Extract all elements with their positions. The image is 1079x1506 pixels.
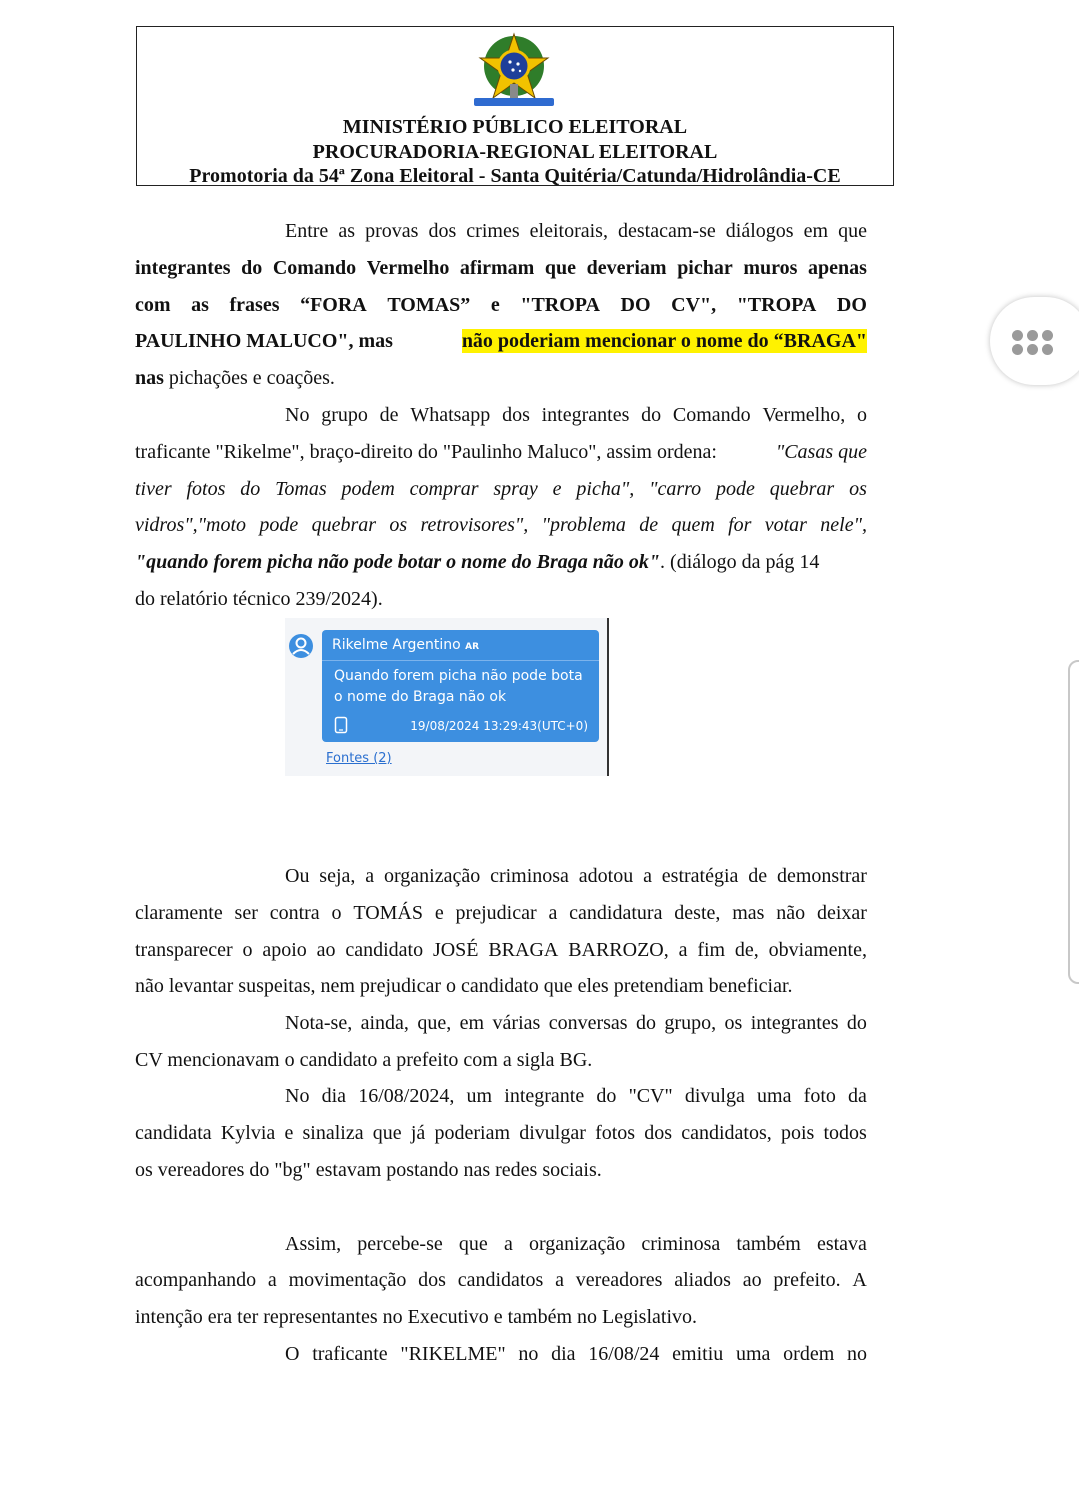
word: deixar <box>816 902 867 924</box>
word: dos <box>418 1269 446 1291</box>
word: Assim, <box>285 1233 342 1255</box>
word: em <box>459 1012 485 1034</box>
word: estava <box>816 1233 867 1255</box>
quoted-order: "quando forem picha não pode botar o nome do Braga não ok" <box>135 551 661 573</box>
para2-line5-rest: . (diálogo da pág 14 <box>660 551 820 573</box>
word: seja, <box>319 865 356 887</box>
avatar-icon <box>288 633 314 659</box>
word: retrovisores", <box>420 514 529 536</box>
para1-line2 <box>135 256 867 280</box>
word: não <box>776 902 806 924</box>
word: ainda, <box>360 1012 409 1034</box>
word: os <box>389 514 408 536</box>
word: pode <box>259 514 299 536</box>
word: CV", <box>671 294 717 316</box>
para3-line3 <box>135 938 867 962</box>
word: transparecer <box>135 939 233 961</box>
word: podem <box>341 478 395 500</box>
para2-line4 <box>135 513 867 537</box>
word: estratégia <box>661 865 739 887</box>
message-text-line2: o nome do Braga não ok <box>334 689 507 705</box>
para1-line5-bold: nas <box>135 367 164 389</box>
word: “FORA <box>300 294 367 316</box>
word: 16/08/2024, <box>358 1085 455 1107</box>
para4-line1 <box>135 1011 867 1035</box>
word: dos <box>428 220 457 242</box>
word: apoio <box>262 939 307 961</box>
word: TOMÁS <box>353 902 423 924</box>
sender-name <box>332 637 479 653</box>
word: fotos <box>186 478 226 500</box>
word: votar <box>764 514 807 536</box>
word: várias <box>492 1012 541 1034</box>
word: a <box>365 865 375 887</box>
word: a <box>548 902 558 924</box>
highlighted-text: não poderiam mencionar o nome do “BRAGA" <box>461 330 867 352</box>
word: prefeito. <box>773 1269 841 1291</box>
word: acompanhando <box>135 1269 257 1291</box>
word: No <box>285 1085 310 1107</box>
word: criminosa <box>490 865 569 887</box>
word: do <box>596 1085 617 1107</box>
scrollbar-handle[interactable] <box>1068 660 1079 984</box>
word: "carro <box>649 478 702 500</box>
word: candidatos, <box>681 1122 772 1144</box>
word: adotou <box>578 865 634 887</box>
message-timestamp: 19/08/2024 13:29:43(UTC+0) <box>410 719 588 733</box>
word: quebrar <box>769 478 835 500</box>
word: "RIKELME" <box>400 1343 506 1365</box>
word: a <box>267 1269 277 1291</box>
word: Ou <box>285 865 310 887</box>
para1-line3 <box>135 293 867 317</box>
word: que <box>458 1233 488 1255</box>
word: DO <box>836 294 867 316</box>
message-bubble <box>322 630 599 742</box>
word: for <box>728 514 752 536</box>
word: candidatos <box>457 1269 544 1291</box>
word: provas <box>365 220 419 242</box>
para3-line4: não levantar suspeitas, nem prejudicar o candidato que eles pretendiam beneficiar. <box>135 975 793 997</box>
word: as <box>338 220 356 242</box>
word: os <box>724 1012 743 1034</box>
word: do <box>846 1012 867 1034</box>
header-line-procuradoria: PROCURADORIA-REGIONAL ELEITORAL <box>312 141 718 163</box>
message-text <box>334 666 583 708</box>
word: prejudicar <box>455 902 537 924</box>
word: o <box>856 404 867 426</box>
para5-line1 <box>135 1084 867 1108</box>
word: fotos <box>595 1122 636 1144</box>
word: organização <box>383 865 481 887</box>
word: BARROZO, <box>568 939 669 961</box>
para5-line2 <box>135 1121 867 1145</box>
para2-line5 <box>135 550 867 574</box>
word: pichar <box>677 257 733 279</box>
dots-icon <box>1027 330 1038 341</box>
word: a <box>555 1269 564 1291</box>
word: destacam-se <box>618 220 716 242</box>
word: a <box>503 1233 513 1255</box>
para3-line2 <box>135 901 867 925</box>
word: claramente <box>135 902 223 924</box>
word: no <box>518 1343 539 1365</box>
word: e <box>434 902 444 924</box>
word: percebe-se <box>357 1233 443 1255</box>
word: e <box>284 1122 294 1144</box>
word: que <box>544 257 577 279</box>
word: apenas <box>808 257 867 279</box>
word: Whatsapp <box>410 404 491 426</box>
word: da <box>848 1085 867 1107</box>
message-text-line1: Quando forem picha não pode bota <box>334 668 583 684</box>
word: BRAGA <box>488 939 559 961</box>
word: fim <box>697 939 726 961</box>
word: do <box>240 478 261 500</box>
word: afirmam <box>459 257 535 279</box>
word: No <box>285 404 310 426</box>
word: vidros","moto <box>135 514 247 536</box>
word: criminosa <box>641 1233 721 1255</box>
word: diálogos <box>725 220 794 242</box>
para1-line4 <box>135 329 867 353</box>
word: um <box>466 1085 493 1107</box>
word: aliados <box>674 1269 731 1291</box>
para5-line3: os vereadores do "bg" estavam postando nas redes sociais. <box>135 1159 602 1181</box>
word: quebrar <box>311 514 377 536</box>
header-line-promotoria: Promotoria da 54ª Zona Eleitoral - Santa Quitéria/Catunda/Hidrolândia-CE <box>189 165 841 187</box>
word: ser <box>234 902 258 924</box>
word: dos <box>502 404 530 426</box>
bubble-divider <box>322 660 599 661</box>
para2-line2-plain: traficante "Rikelme", braço-direito do "Paulinho Maluco", assim ordena: <box>135 441 717 463</box>
word: spray <box>493 478 538 500</box>
phone-icon <box>334 716 348 734</box>
word: Vermelho, <box>762 404 846 426</box>
word: crimes <box>466 220 520 242</box>
para3-line1 <box>135 864 867 888</box>
word: candidata <box>135 1122 212 1144</box>
word: as <box>191 294 209 316</box>
word: muros <box>743 257 798 279</box>
word: tiver <box>135 478 172 500</box>
word: candidatura <box>569 902 663 924</box>
para1-line4-bold: PAULINHO MALUCO", mas <box>135 330 393 352</box>
word: a <box>643 865 652 887</box>
word: conversas <box>548 1012 628 1034</box>
word: uma <box>757 1085 792 1107</box>
word: movimentação <box>288 1269 407 1291</box>
word: "problema <box>541 514 626 536</box>
word: picha", <box>576 478 635 500</box>
word: do <box>641 404 662 426</box>
word: pois <box>780 1122 815 1144</box>
sender-name-text: Rikelme Argentino <box>332 637 461 653</box>
word: Tomas <box>275 478 327 500</box>
word: obviamente, <box>768 939 867 961</box>
word: também <box>736 1233 801 1255</box>
word: no <box>846 1343 867 1365</box>
word: frases <box>229 294 280 316</box>
word: dia <box>551 1343 576 1365</box>
word: divulgar <box>519 1122 586 1144</box>
dots-icon <box>1012 330 1023 341</box>
word: nele", <box>820 514 867 536</box>
word: Nota-se, <box>285 1012 353 1034</box>
word: e <box>490 294 500 316</box>
word: foto <box>803 1085 836 1107</box>
word: grupo <box>321 404 368 426</box>
word: candidato <box>345 939 424 961</box>
word: Vermelho <box>366 257 450 279</box>
word: pode <box>716 478 755 500</box>
word: "CV" <box>628 1085 673 1107</box>
word: comprar <box>409 478 479 500</box>
word: Comando <box>272 257 357 279</box>
word: do <box>636 1012 656 1034</box>
para4-line2: CV mencionavam o candidato a prefeito com a sigla BG. <box>135 1049 593 1071</box>
word: a <box>678 939 688 961</box>
word: A <box>852 1269 867 1291</box>
word: traficante <box>312 1343 388 1365</box>
sources-link[interactable]: Fontes (2) <box>326 751 392 766</box>
word: O <box>285 1343 300 1365</box>
word: divulga <box>684 1085 745 1107</box>
word: 16/08/24 <box>588 1343 660 1365</box>
word: o <box>331 902 342 924</box>
word: Comando <box>672 404 751 426</box>
word: eleitorais, <box>529 220 608 242</box>
word: integrante <box>504 1085 585 1107</box>
word: do <box>241 257 263 279</box>
para6-line3: intenção era ter representantes no Executivo e também no Legislativo. <box>135 1306 698 1328</box>
word: Entre <box>285 220 329 242</box>
word: Kylvia <box>220 1122 276 1144</box>
word: grupo, <box>664 1012 717 1034</box>
para1-line1 <box>135 219 867 243</box>
para1-line5 <box>135 366 867 390</box>
word: sinaliza <box>302 1122 364 1144</box>
word: uma <box>735 1343 771 1365</box>
word: integrantes <box>541 404 630 426</box>
word: ao <box>742 1269 762 1291</box>
para6-line1 <box>135 1232 867 1256</box>
word: dia <box>321 1085 347 1107</box>
word: todos <box>823 1122 867 1144</box>
word: ordem <box>783 1343 835 1365</box>
word: DO <box>620 294 651 316</box>
para7-line1 <box>135 1342 867 1366</box>
dots-icon <box>1042 344 1053 355</box>
word: de <box>379 404 399 426</box>
word: o <box>242 939 253 961</box>
para2-line3 <box>135 477 867 501</box>
word: de <box>639 514 659 536</box>
word: TOMAS” <box>387 294 471 316</box>
word: contra <box>269 902 320 924</box>
word: vereadores <box>575 1269 663 1291</box>
word: "TROPA <box>736 294 817 316</box>
word: dos <box>644 1122 673 1144</box>
word: de, <box>734 939 759 961</box>
word: ao <box>316 939 336 961</box>
word: quem <box>671 514 715 536</box>
word: de <box>748 865 768 887</box>
para2-line2-italic: "Casas que <box>775 441 867 463</box>
word: mas <box>732 902 765 924</box>
word: emitiu <box>672 1343 724 1365</box>
word: "TROPA <box>520 294 600 316</box>
word: os <box>849 478 867 500</box>
word: com <box>135 294 171 316</box>
word: organização <box>528 1233 626 1255</box>
brazil-coat-of-arms-icon <box>466 28 562 112</box>
dots-icon <box>1027 344 1038 355</box>
word: demonstrar <box>777 865 867 887</box>
word: que, <box>417 1012 452 1034</box>
header-line-ministry: MINISTÉRIO PÚBLICO ELEITORAL <box>342 116 688 138</box>
word: integrantes <box>750 1012 839 1034</box>
sender-badge: AR <box>465 642 480 652</box>
viewer-menu-button[interactable] <box>990 297 1079 385</box>
word: deveriam <box>586 257 667 279</box>
word: que <box>372 1122 402 1144</box>
word: poderiam <box>434 1122 511 1144</box>
para6-line2 <box>135 1268 867 1292</box>
word: integrantes <box>135 257 231 279</box>
para1-line5-rest: pichações e coações. <box>163 367 335 389</box>
word: e <box>552 478 562 500</box>
word: deste, <box>674 902 721 924</box>
dots-icon <box>1042 330 1053 341</box>
para2-line1 <box>135 403 867 427</box>
word: que <box>838 220 867 242</box>
para2-line2 <box>135 440 867 464</box>
para2-line6: do relatório técnico 239/2024). <box>135 588 383 610</box>
word: em <box>803 220 829 242</box>
word: JOSÉ <box>432 939 479 961</box>
word: já <box>410 1122 426 1144</box>
dots-icon <box>1012 344 1023 355</box>
